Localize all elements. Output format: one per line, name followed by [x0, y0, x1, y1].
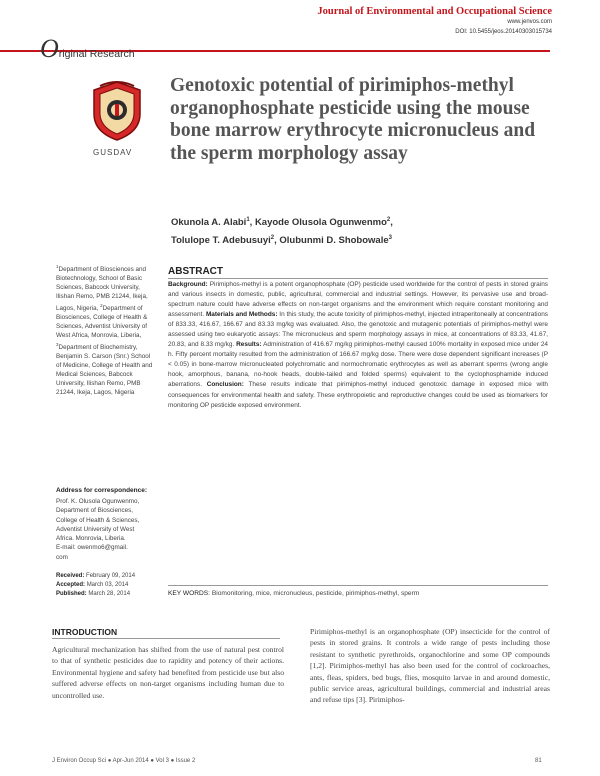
article-dates	[56, 572, 135, 599]
date-value: March 28, 2014	[88, 591, 131, 597]
page-number: 81	[535, 758, 542, 764]
article-type	[40, 34, 190, 63]
abstract-conclusion: These results indicate that pirimiphos-methyl induced genotoxic damage in exposed mice with consequences for environmental health and safety. These erythropoietic and reproductive changes could be used as biomarkers for monitoring OP pesticide exposed environment.	[168, 381, 548, 409]
introduction-column-1: Agricultural mechanization has shifted from the use of natural pest control to that of synthetic pesticides due to rapidity and potency of their actions. Environmental hygiene and safety had benefited from pesticide use but also suffered adverse effects on non-target organisms including human due to uncontrolled use.	[52, 645, 284, 700]
date-value: March 03, 2014	[86, 582, 129, 588]
abstract-background-label: Background:	[168, 281, 208, 288]
correspondence-address	[56, 497, 156, 562]
abstract-heading: ABSTRACT	[168, 266, 223, 277]
author-affiliation-mark: 3	[388, 234, 392, 241]
author-affiliation-mark: 1	[246, 217, 250, 223]
abstract-rule	[168, 278, 548, 279]
doi: DOI: 10.5455/jeos.20140303015734	[455, 29, 552, 35]
keywords-text: Biomonitoring, mice, micronucleus, pesticide, pirimiphos-methyl, sperm	[210, 590, 420, 597]
correspondence-email[interactable]: com	[56, 553, 68, 561]
article-title: Genotoxic potential of pirimiphos-methyl organophosphate pesticide using the mouse bone marrow erythrocyte micronucleus and the sperm morphology assay	[170, 75, 536, 164]
abstract-results: Administration of 416.67 mg/kg pirimiphos-methyl caused 100% mortality in exposed mice under 24 h. Fifty percent mortality resulted from the administration of 166.67 mg/kg dose. There were dose dependent significant increases (P < 0.05) in bone-marrow micronucleated polychromatic and normochromatic erythrocytes as well as aberrant sperms (wrong angle hook, amorphous, banana, no-hook heads, double-tailed and folded sperms) equivalent to the cyclophosphamide induced aberrations.	[168, 341, 548, 389]
affiliations	[56, 262, 156, 397]
introduction-column-2: Pirimiphos-methyl is an organophosphate (OP) insecticide for the control of pests in stored grains. It controls a wide range of pests including those resistant to synthetic pyrethroids, organochlorine and some OP compounds [1,2]. Pirimiphos-methyl has also been used for the control of cockroaches, ants, fleas, spiders, bed bugs, flies, mosquito larvae in and around domestic, public service areas, agricultural buildings, commercial and industrial areas and refuse tips [3]. Pirimiphos-	[310, 627, 550, 705]
author-name: Olubunmi D. Shobowale	[279, 234, 389, 246]
correspondence-line: College of Health & Sciences,	[56, 516, 140, 524]
journal-website[interactable]: www.jenvos.com	[507, 19, 552, 25]
keywords-rule	[168, 585, 548, 586]
abstract-methods: In this study, the acute toxicity of pirimiphos-methyl, injected intraperitoneally at concentrations of 833.33, 416.67, 166.67 and 83.33 mg/kg was evaluated. Also, the genotoxic and mutagenic potentials of pirimiphos-methyl were assessed using two eukaryotic assays: The micronucleus and sperm morphology assays in mice, at concentrations of 83.33, 41.67, 20.83, and 8.33 mg/kg.	[168, 311, 548, 349]
date-label: Received:	[56, 573, 85, 579]
abstract-body	[168, 280, 548, 411]
keywords	[168, 590, 419, 597]
introduction-rule	[52, 638, 280, 639]
correspondence-email[interactable]: E-mail: owenmo6@gmail.	[56, 544, 128, 552]
introduction-heading: INTRODUCTION	[52, 627, 118, 637]
article-type-initial: O	[40, 34, 59, 63]
author-list: Okunola A. Alabi$^1$, Kayode Olusola Ogunwenmo$^2$, Tolulope T. Adebusuyi$^2$, Olubunmi D. Shobowale$^3$	[171, 217, 393, 246]
correspondence-line: Africa. Monrovia, Liberia.	[56, 535, 126, 543]
date-label: Accepted:	[56, 582, 86, 588]
correspondence-line: Prof. K. Olusola Ogunwenmo,	[56, 498, 140, 505]
affiliation-text: Department of Biosciences, College of Health & Sciences, Adventist University of West Africa, Monrovia, Liberia,	[56, 305, 148, 340]
abstract-conclusion-label: Conclusion:	[206, 381, 244, 389]
author-name: Tolulope T. Adebusuyi	[171, 234, 271, 246]
footer-citation: J Environ Occup Sci ● Apr-Jun 2014 ● Vol 3 ● Issue 2	[52, 758, 196, 764]
author-name: Okunola A. Alabi	[171, 217, 247, 229]
keywords-label: KEY WORDS:	[168, 590, 211, 597]
affiliation-mark: 3	[56, 342, 59, 348]
abstract-methods-label: Materials and Methods:	[205, 311, 278, 319]
abstract-results-label: Results:	[236, 341, 262, 349]
affiliation-text: Department of Biochemistry, Benjamin S. Carson (Snr.) School of Medicine, College of Health and Medical Sciences, Babcock University, Ilishan Remo, PMB 21244, Ikeja, Lagos, Nigeria	[56, 344, 153, 397]
abstract-background: Pirimiphos-methyl is a potent organophosphate (OP) pesticide used worldwide for the control of pests in stored grains and various insects in domestic, public, agricultural, commercial and industrial settings. However, its pervasive use and broad-spectrum nature could have adverse effects on non-target organisms and the environment which require constant monitoring and assessment.	[168, 281, 548, 319]
author-affiliation-mark: 2	[270, 234, 275, 241]
gusdav-seal-icon	[90, 80, 144, 142]
correspondence-line: Department of Biosciences,	[56, 507, 133, 515]
affiliation-mark: 1	[56, 264, 59, 269]
journal-name: Journal of Environmental and Occupational Science	[317, 6, 552, 17]
affiliation-text: Department of Biosciences and Biotechnology, School of Basic Sciences, Babcock University, Ilishan Remo, PMB 21244, Ikeja, Lagos, Nigeria,	[56, 266, 148, 313]
logo-label: GUSDAV	[93, 148, 133, 157]
author-name: Kayode Olusola Ogunwenmo	[254, 217, 387, 229]
date-label: Published:	[56, 591, 87, 597]
affiliation-mark: 2	[100, 303, 103, 309]
article-type-rest: riginal Research	[58, 48, 135, 60]
author-affiliation-mark: 2	[386, 217, 391, 223]
date-value: February 09, 2014	[86, 573, 136, 579]
correspondence-line: Adventist University of West	[56, 525, 135, 533]
correspondence-heading: Address for correspondence:	[56, 487, 148, 494]
